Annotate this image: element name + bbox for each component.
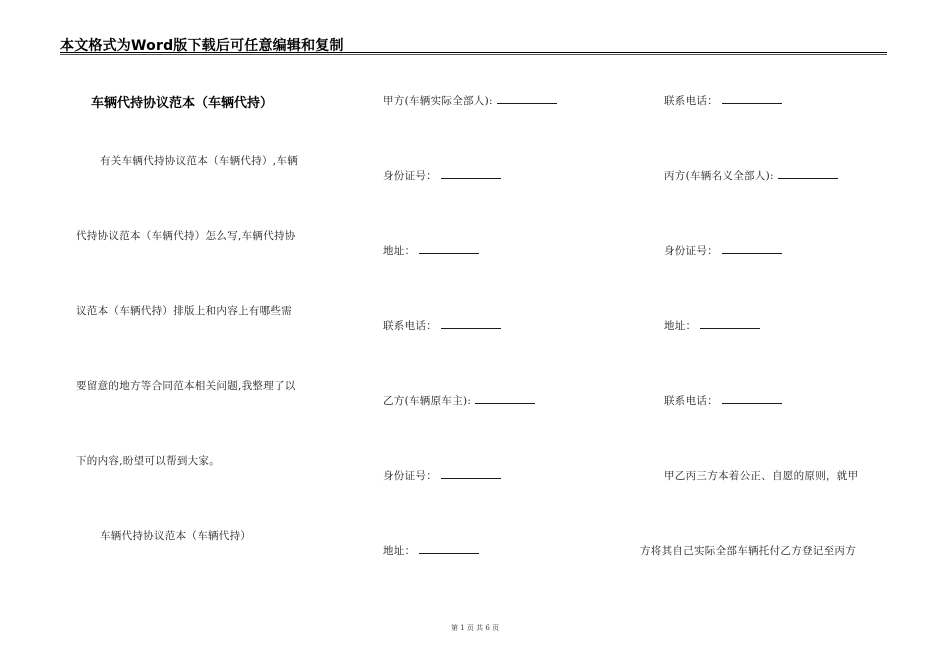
- field-label: 丙方(车辆名义全部人):: [664, 170, 774, 182]
- document-title: 车辆代持协议范本（车辆代持）: [91, 96, 274, 111]
- column3-field-4: [664, 318, 760, 333]
- column1-line-3: 议范本（车辆代持）排版上和内容上有哪些需: [76, 305, 292, 317]
- fill-in-blank: [722, 253, 782, 254]
- column3-field-2: [664, 168, 838, 183]
- column2-field-7: [383, 543, 479, 558]
- fill-in-blank: [722, 403, 782, 404]
- column2-field-5: [383, 393, 535, 408]
- column2-field-4: [383, 318, 501, 333]
- column2-field-6: [383, 468, 501, 483]
- column2-field-2: [383, 168, 501, 183]
- fill-in-blank: [441, 178, 501, 179]
- column3-line-6: 甲乙丙三方本着公正、自愿的原则，就甲: [664, 470, 859, 482]
- field-label: 地址：: [664, 320, 697, 332]
- fill-in-blank: [475, 403, 535, 404]
- field-label: 身份证号：: [383, 470, 437, 482]
- fill-in-blank: [419, 253, 479, 254]
- field-label: 乙方(车辆原车主):: [383, 395, 472, 407]
- field-label: 地址：: [383, 545, 416, 557]
- field-label: 联系电话：: [664, 95, 718, 107]
- column1-line-2: 代持协议范本（车辆代持）怎么写,车辆代持协: [76, 230, 296, 242]
- fill-in-blank: [497, 103, 557, 104]
- header-divider-thin: [60, 54, 887, 55]
- field-label: 身份证号：: [664, 245, 718, 257]
- page-number-footer: 第 1 页 共 6 页: [450, 624, 500, 632]
- field-label: 身份证号：: [383, 170, 437, 182]
- page-header-title: 本文格式为Word版下载后可任意编辑和复制: [60, 38, 344, 54]
- field-label: 联系电话：: [383, 320, 437, 332]
- fill-in-blank: [722, 103, 782, 104]
- column1-line-6: 车辆代持协议范本（车辆代持）: [100, 530, 252, 542]
- column2-field-3: [383, 243, 479, 258]
- field-label: 地址：: [383, 245, 416, 257]
- column1-line-1: 有关车辆代持协议范本（车辆代持）,车辆: [100, 155, 299, 167]
- column3-line-7: 方将其自己实际全部车辆托付乙方登记至丙方: [640, 545, 856, 557]
- fill-in-blank: [441, 328, 501, 329]
- column3-field-1: [664, 93, 782, 108]
- fill-in-blank: [441, 478, 501, 479]
- fill-in-blank: [419, 553, 479, 554]
- column1-line-5: 下的内容,盼望可以帮到大家。: [76, 455, 221, 467]
- fill-in-blank: [778, 178, 838, 179]
- field-label: 联系电话：: [664, 395, 718, 407]
- column1-line-4: 要留意的地方等合同范本相关问题,我整理了以: [76, 380, 296, 392]
- column2-field-1: [383, 93, 557, 108]
- field-label: 甲方(车辆实际全部人):: [383, 95, 493, 107]
- column3-field-3: [664, 243, 782, 258]
- column3-field-5: [664, 393, 782, 408]
- fill-in-blank: [700, 328, 760, 329]
- header-divider: [60, 52, 887, 53]
